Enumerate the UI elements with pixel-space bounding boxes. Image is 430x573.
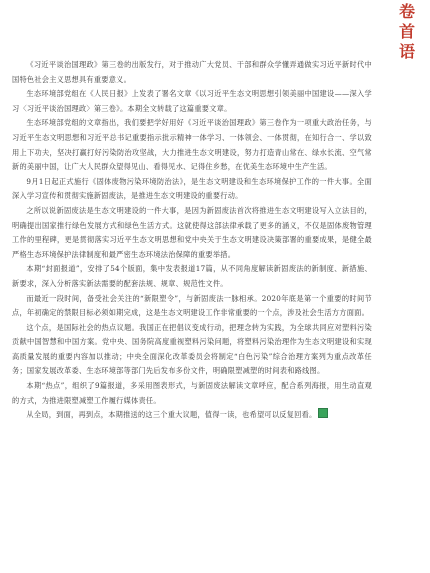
paragraph-6: 本期“封面报道”，安排了54个版面，集中发表报道17篇，从不同角度解读新固废法的新制度、新措施、新要求，深入分析落实新法需要的配套法规、规章、规范性文件。 <box>12 264 372 288</box>
paragraph-3: 生态环境部党组的文章指出，我们要把学好用好《习近平谈治国理政》第三卷作为一项重大政治任务，与习近平生态文明思想和习近平总书记重要指示批示精神一体学习、一体领会、一体贯彻，在知行合一、学以致用上下功夫，坚决打赢打好污染防治攻坚战，大力推进生态文明建设，努力打造青山常在、绿水长流、空气常新的美丽中国，让广大人民群众望得见山、看得见水、记得住乡愁，在优美生态环境中生产生活。 <box>12 118 372 172</box>
header-char-yu: 语 <box>398 42 415 61</box>
header-char-shou: 首 <box>398 22 415 41</box>
paragraph-8: 这个点，是国际社会的热点议题。我国正在把倡议变成行动，把理念转为实践，为全球共同应对塑料污染贡献中国智慧和中国方案。党中央、国务院高度重视塑料污染问题，将塑料污染治理作为生态文明建设和实现高质量发展的重要内容加以推动；中央全面深化改革委员会将制定“白色污染”综合治理方案列为重点改革任务；国家发展改革委、生态环境部等部门先后发布多份文件，明确限塑减塑的时间表和路线图。 <box>12 322 372 376</box>
paragraph-1: 《习近平谈治国理政》第三卷的出版发行，对于推动广大党员、干部和群众学懂弄通做实习近平新时代中国特色社会主义思想具有重要意义。 <box>12 60 372 84</box>
paragraph-2: 生态环境部党组在《人民日报》上发表了署名文章《以习近平生态文明思想引领美丽中国建设——深入学习〈习近平谈治国理政〉第三卷》。本期全文转载了这篇重要文章。 <box>12 89 372 113</box>
paragraph-10 <box>12 408 372 423</box>
paragraph-7: 而最近一段时间，备受社会关注的“新限塑令”，与新固废法一脉相承。2020年底是第一个重要的时间节点，年初确定的禁限目标必须如期完成，这是生态文明建设工作非常重要的一个点，涉及社会生活方方面面。 <box>12 293 372 318</box>
paragraph-9: 本期“热点”，组织了9篇报道，多采用图表形式，与新固废法解读文章呼应，配合系列海报，用生动直观的方式，为推进限塑减塑工作履行媒体责任。 <box>12 381 372 405</box>
column-header <box>392 2 422 62</box>
end-mark-icon <box>318 408 328 418</box>
paragraph-10-text: 从全局，到面，再到点，本期推送的这三个重大议题，值得一读，也希望可以反复回看。 <box>26 410 317 420</box>
header-char-juan: 卷 <box>398 2 415 21</box>
article-body <box>12 58 372 423</box>
paragraph-5: 之所以说新固废法是生态文明建设的一件大事，是因为新固废法首次将推进生态文明建设写入立法目的，明确提出国家推行绿色发展方式和绿色生活方式。这就使得这部法律承载了更多的涵义，不仅是固体废物管理工作的里程碑，更是贯彻落实习近平生态文明思想和党中央关于生态文明建设决策部署的重要成果，是健全最严格生态环境保护法律制度和最严密生态环境法治保障的重要举措。 <box>12 205 372 259</box>
paragraph-4: 9月1日起正式施行《固体废物污染环境防治法》，是生态文明建设和生态环境保护工作的一件大事。全面深入学习宣传和贯彻实施新固废法，是推进生态文明建设的重要行动。 <box>12 176 372 201</box>
